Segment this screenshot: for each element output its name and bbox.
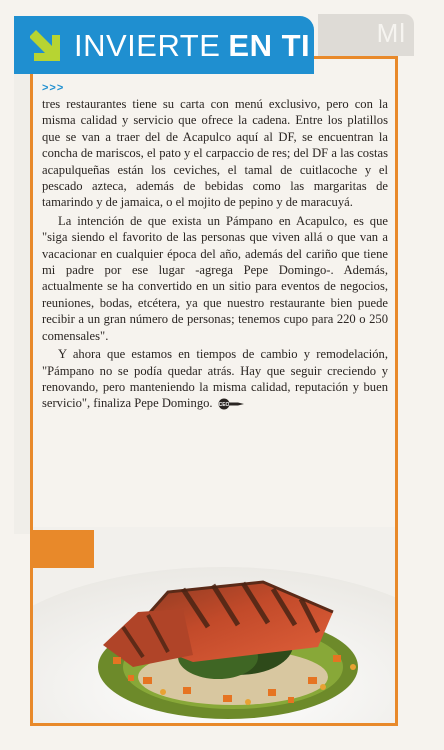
article-paragraph-2: La intención de que exista un Pámpano en Acapulco, es que "siga siendo el favorito de las personas que viven allá o que van a vacacionar en cualquier época del año, además del cariño que tiene mi padre por ese lugar -agrega Pepe Domingo-. Además, actualmente se ha convertido en un sitio para eventos de negocios, reuniones, bodas, etcétera, ya que nuestro restaurante bien puede recibir a un gran número de personas; tenemos cupo para 220 o 250 comensales".: [42, 213, 388, 343]
end-of-article-icon: [218, 398, 246, 410]
orange-accent-block: [30, 530, 94, 568]
continuation-marker: >>>: [42, 82, 65, 94]
article-paragraph-1: tres restaurantes tiene su carta con menú exclusivo, pero con la misma calidad y servicio que ofrece la cadena. Entre los platillos que se van a traer del de Acapulco aquí al DF, se encuentran la concha de mariscos, el pato y el carpaccio de res; del DF a las costas acapulqueñas están los ceviches, el tamal de cuitlacoche y el pescado azteca, además de bebidas como las margaritas de tamarindo y de jamaica, o el mojito de pepino y de maracuyá.: [42, 97, 388, 210]
section-title-bold: EN TI: [228, 28, 311, 63]
end-mark-text: CEO: [218, 402, 230, 409]
adjacent-section-fragment: Ml: [376, 18, 406, 48]
diagonal-arrow-icon: [24, 27, 64, 65]
section-title-light: INVIERTE: [74, 28, 221, 63]
adjacent-section-tab: [318, 14, 414, 56]
side-strip: [14, 74, 30, 534]
section-title: [74, 26, 310, 66]
section-header: [14, 16, 314, 74]
article-body: [42, 96, 388, 412]
article-paragraph-3: [42, 346, 388, 412]
article-paragraph-3-text: Y ahora que estamos en tiempos de cambio y remodelación, "Pámpano no se podía quedar atrás. Hay que seguir creciendo y renovando, pero manteniendo la misma calidad, reputación y buen servicio", finaliza Pepe Domingo.: [42, 347, 388, 411]
